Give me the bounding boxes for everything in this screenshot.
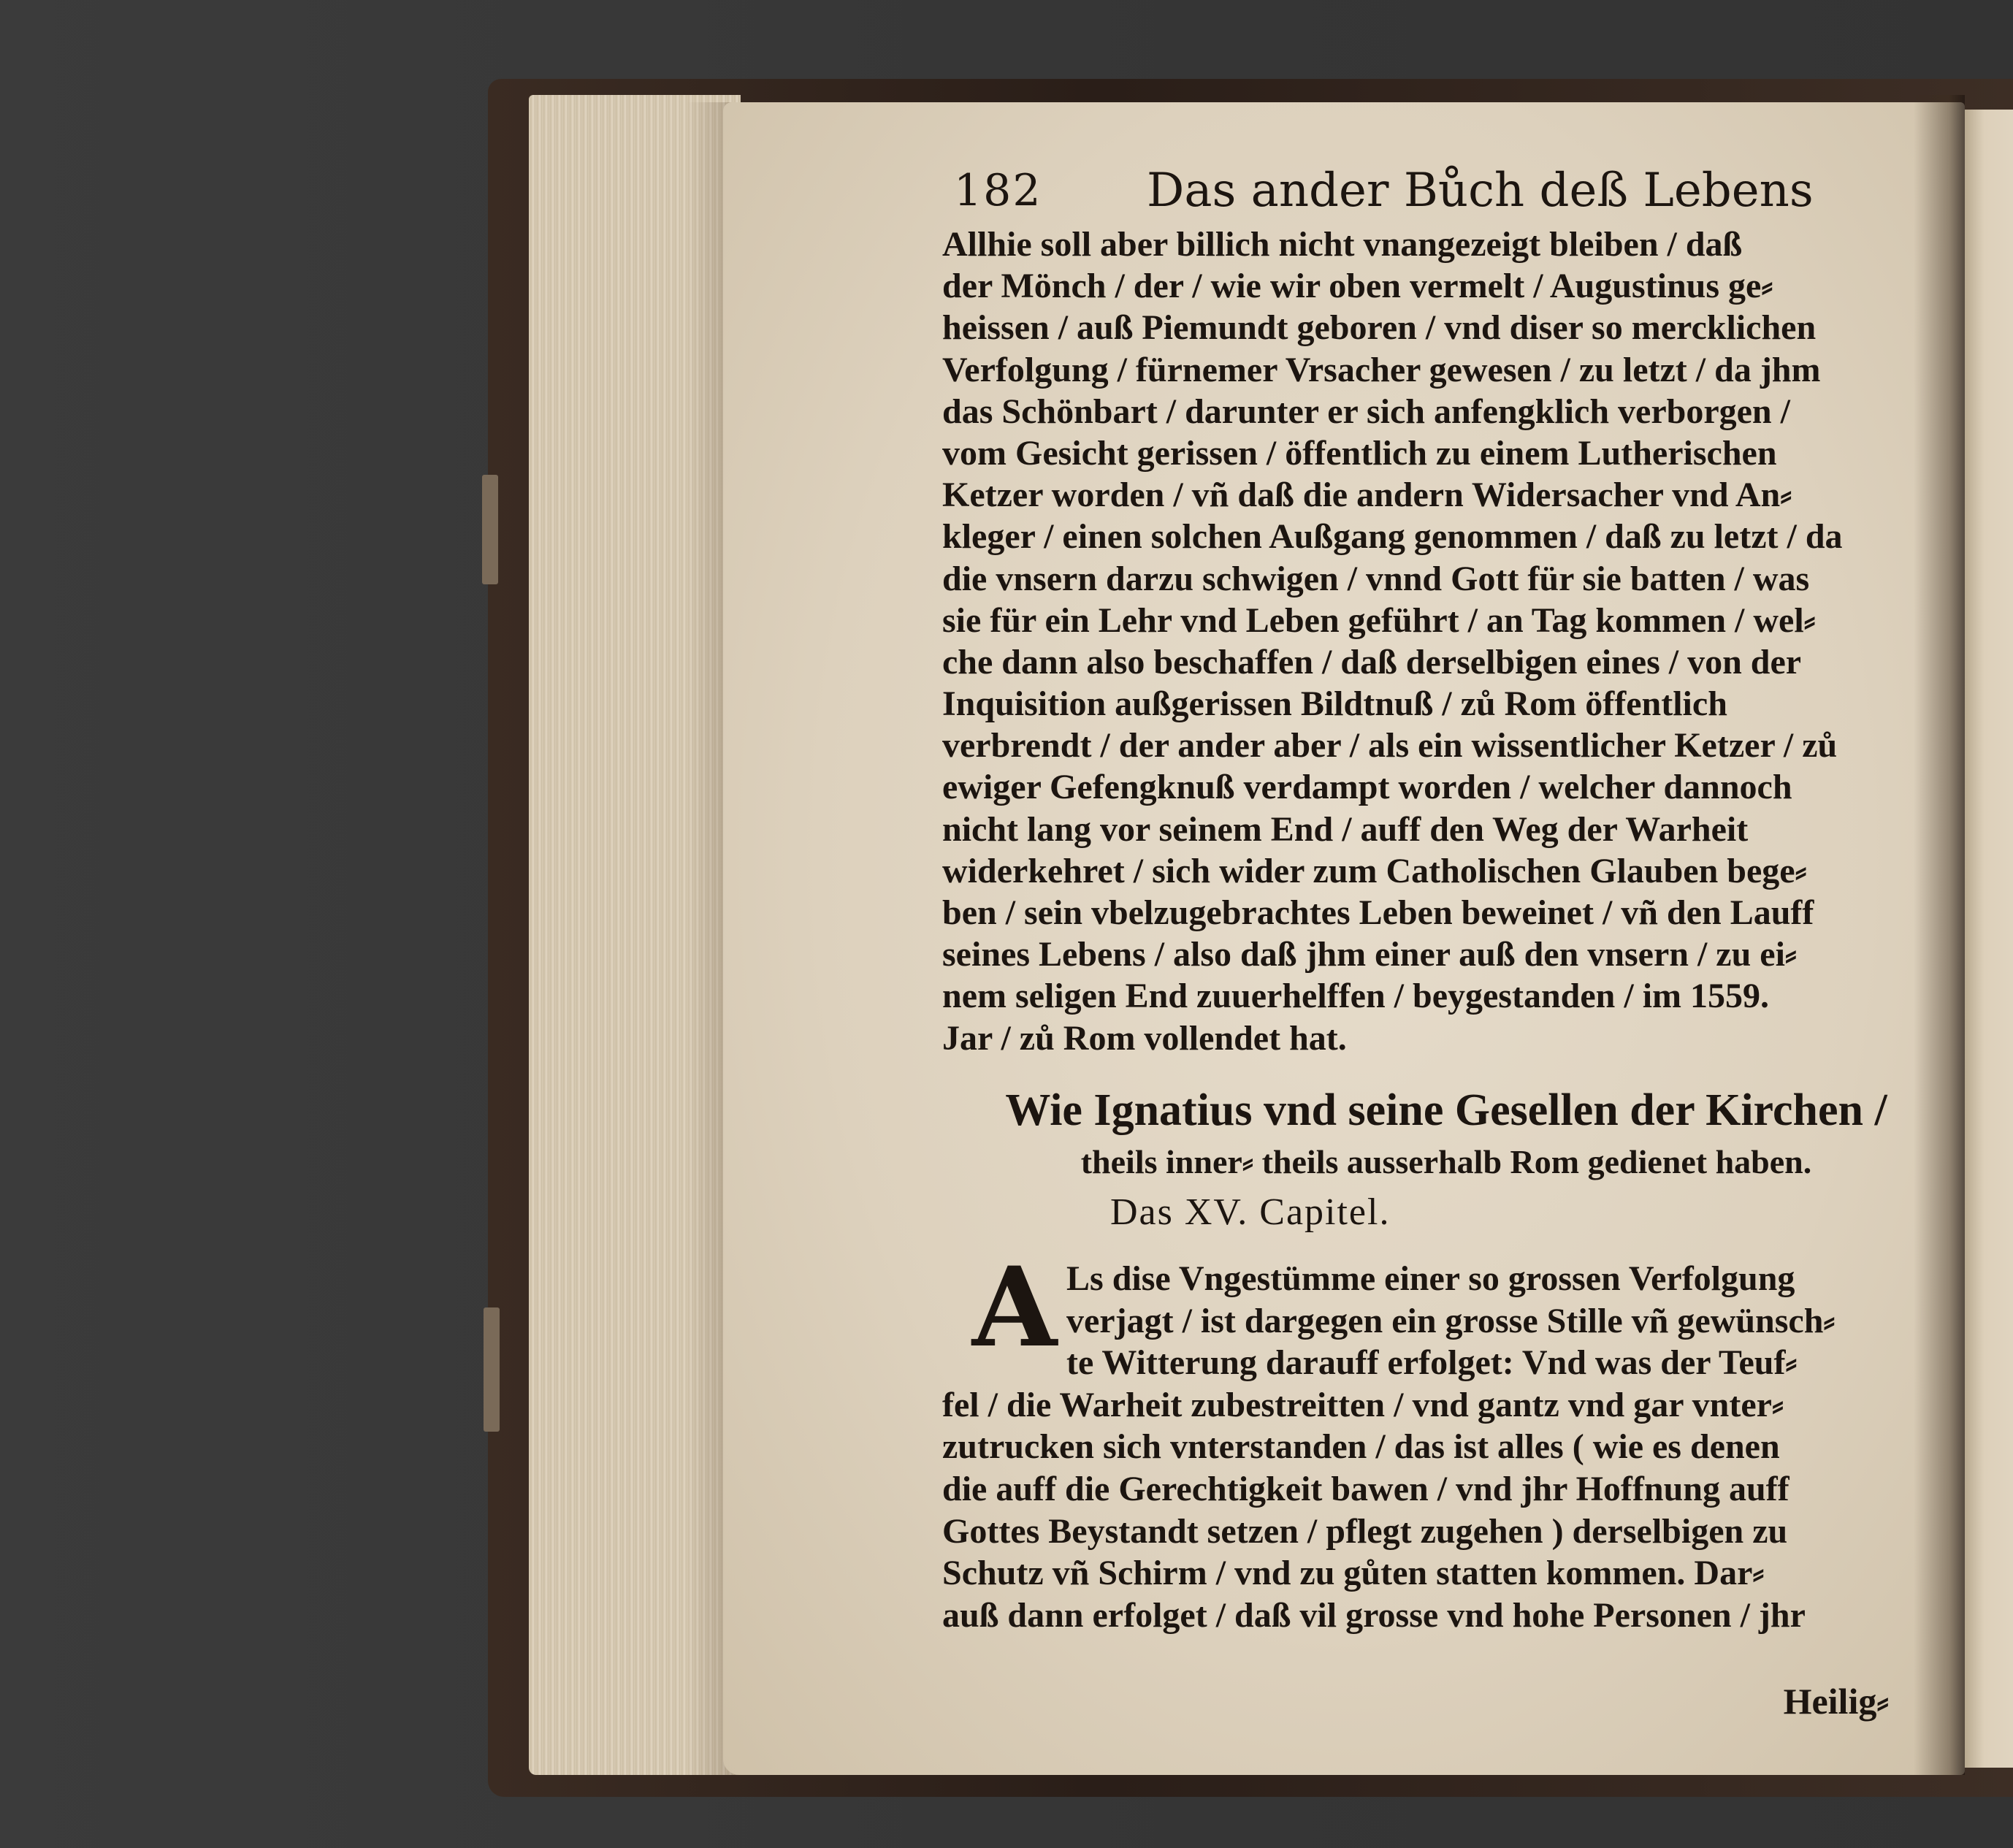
body-paragraph bbox=[942, 224, 1914, 1059]
text-line: die vnsern darzu schwigen / vnnd Gott für sie batten / was bbox=[942, 559, 1810, 598]
text-line: ewiger Gefengknuß verdampt worden / welcher dannoch bbox=[942, 768, 1792, 807]
page-number: 182 bbox=[954, 165, 1042, 216]
text-line: nicht lang vor seinem End / auff den Weg der Warheit bbox=[942, 809, 1749, 849]
drop-cap-initial: A bbox=[971, 1243, 1058, 1372]
book-clasp-top bbox=[482, 475, 498, 584]
page-text-block bbox=[942, 153, 1906, 1722]
text-line: seines Lebens / also daß jhm einer auß den vnsern / zu ei⸗ bbox=[942, 935, 1797, 974]
text-line: das Schönbart / darunter er sich anfengklich verborgen / bbox=[942, 392, 1790, 431]
book-gutter bbox=[1914, 95, 1965, 1775]
text-line: ben / sein vbelzugebrachtes Leben beweinet / vñ den Lauff bbox=[942, 893, 1814, 932]
text-line: verjagt / ist dargegen ein grosse Stille vñ gewünsch⸗ bbox=[1066, 1301, 1836, 1340]
text-line: sie für ein Lehr vnd Leben geführt / an Tag kommen / wel⸗ bbox=[942, 600, 1816, 640]
chapter-paragraph bbox=[942, 1243, 1899, 1636]
text-line: heissen / auß Piemundt geboren / vnd diser so mercklichen bbox=[942, 308, 1817, 348]
book-clasp-bottom bbox=[484, 1307, 500, 1432]
running-title: Das ander Bůch deß Lebens bbox=[1147, 164, 1814, 218]
text-line: Allhie soll aber billich nicht vnangezeigt bleiben / daß bbox=[942, 225, 1743, 264]
text-line: Ls dise Vngestümme einer so grossen Verfolgung bbox=[1066, 1259, 1795, 1298]
text-line: zutrucken sich vnterstanden / das ist alles ( wie es denen bbox=[942, 1427, 1780, 1467]
text-line: auß dann erfolget / daß vil grosse vnd hohe Personen / jhr bbox=[942, 1595, 1806, 1635]
text-line: che dann also beschaffen / daß derselbigen eines / von der bbox=[942, 642, 1802, 681]
text-line: der Mönch / der / wie wir oben vermelt / Augustinus ge⸗ bbox=[942, 267, 1773, 306]
text-line: widerkehret / sich wider zum Catholischen Glauben bege⸗ bbox=[942, 851, 1807, 890]
text-line: Jar / zů Rom vollendet hat. bbox=[942, 1018, 1347, 1058]
text-line: Verfolgung / fürnemer Vrsacher gewesen / zu letzt / da jhm bbox=[942, 350, 1821, 389]
text-line: te Witterung darauff erfolget: Vnd was der Teuf⸗ bbox=[1066, 1343, 1798, 1383]
text-line: fel / die Warheit zubestreitten / vnd gantz vnd gar vnter⸗ bbox=[942, 1385, 1784, 1424]
catchword: Heilig⸗ bbox=[1783, 1681, 1889, 1722]
text-line: Gottes Beystandt setzen / pflegt zugehen ) derselbigen zu bbox=[942, 1511, 1788, 1551]
text-line: Ketzer worden / vñ daß die andern Widersacher vnd An⸗ bbox=[942, 476, 1792, 515]
chapter-heading bbox=[986, 1081, 1906, 1185]
chapter-heading-line: theils inner⸗ theils ausserhalb Rom gedienet haben. bbox=[1080, 1143, 1812, 1180]
text-line: verbrendt / der ander aber / als ein wissentlicher Ketzer / zů bbox=[942, 726, 1838, 765]
chapter-label: Das XV. Capitel. bbox=[1110, 1191, 1391, 1233]
text-line: vom Gesicht gerissen / öffentlich zu einem Lutherischen bbox=[942, 433, 1777, 473]
page-header bbox=[942, 153, 1906, 219]
text-line: Inquisition außgerissen Bildtnuß / zů Rom öffentlich bbox=[942, 684, 1727, 724]
text-line: die auff die Gerechtigkeit bawen / vnd jhr Hoffnung auff bbox=[942, 1469, 1789, 1508]
chapter-heading-line: Wie Ignatius vnd seine Gesellen der Kirchen / bbox=[1005, 1085, 1887, 1135]
text-line: kleger / einen solchen Außgang genommen / daß zu letzt / da bbox=[942, 517, 1843, 557]
text-line: nem seligen End zuuerhelffen / beygestanden / im 1559. bbox=[942, 977, 1770, 1016]
text-line: Schutz vñ Schirm / vnd zu gůten statten kommen. Dar⸗ bbox=[942, 1554, 1765, 1593]
facing-page-edge bbox=[1965, 110, 2013, 1768]
